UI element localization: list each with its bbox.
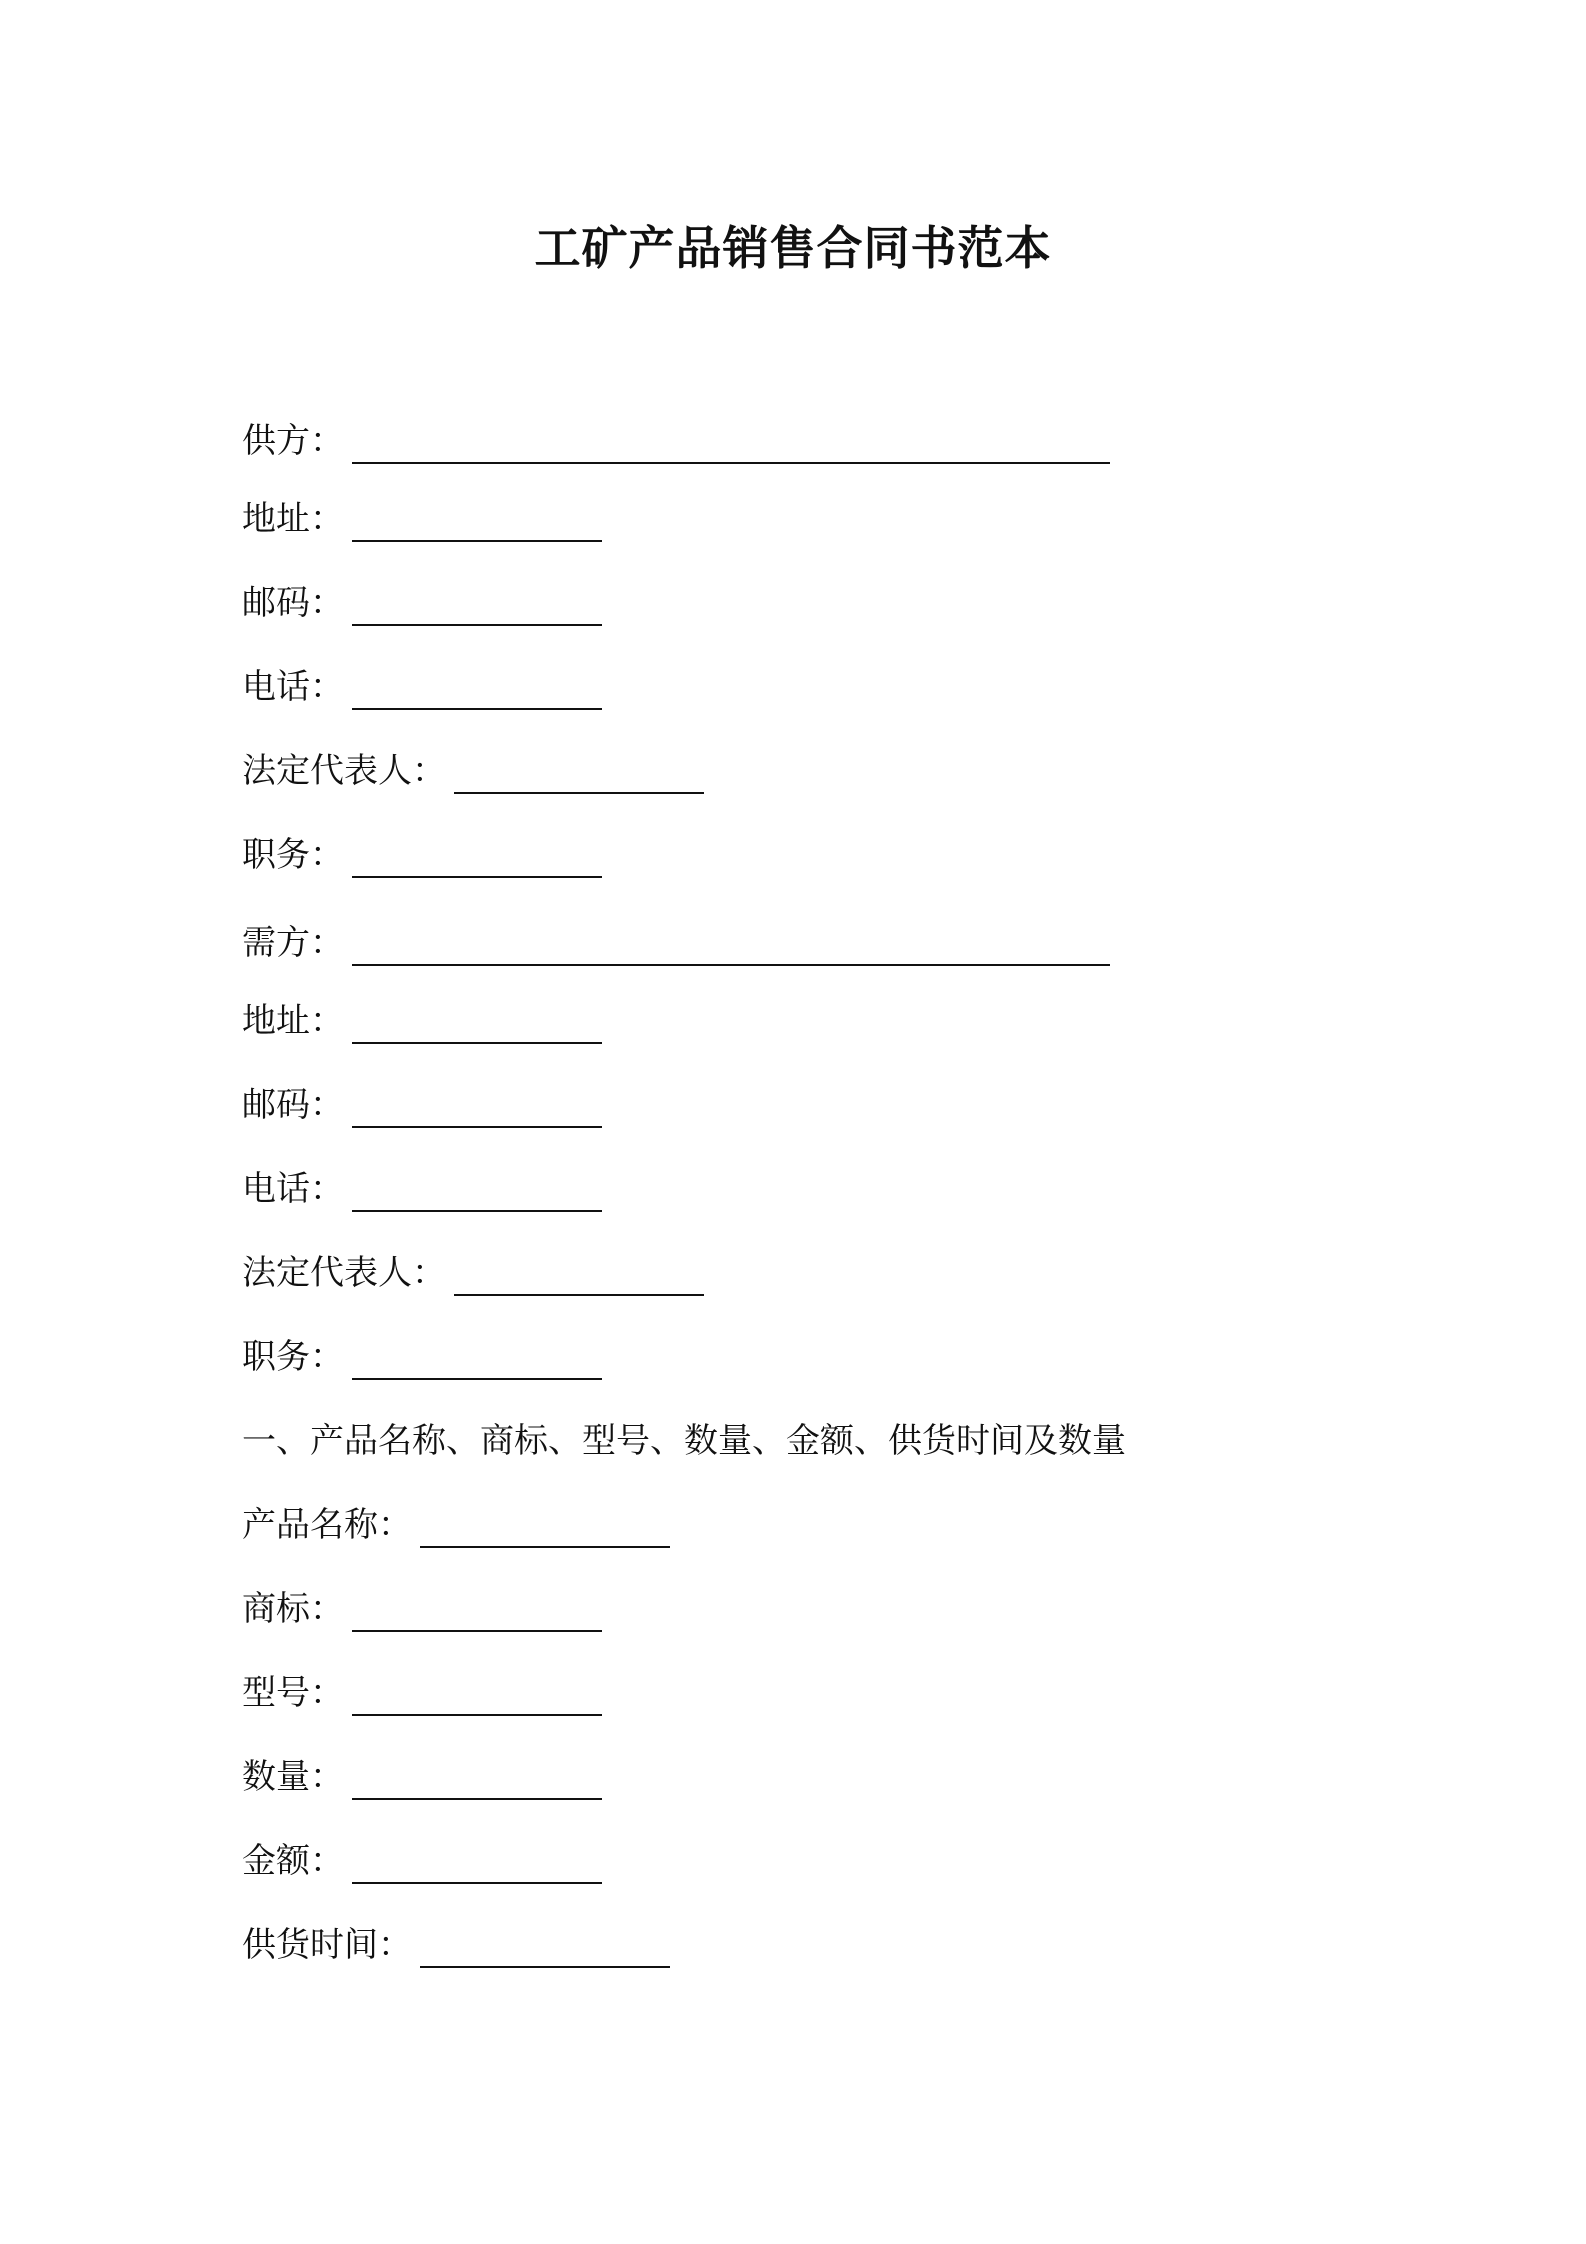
buyer-postcode-label: 邮码：	[242, 1085, 344, 1125]
buyer-legal-rep-blank[interactable]	[454, 1256, 704, 1296]
buyer-phone-label: 电话：	[242, 1169, 344, 1209]
section-1-heading: 一、产品名称、商标、型号、数量、金额、供货时间及数量	[242, 1421, 1126, 1461]
buyer-legal-rep-line	[242, 1250, 704, 1296]
product-name-label: 产品名称：	[242, 1505, 412, 1545]
supply-time-label: 供货时间：	[242, 1925, 412, 1965]
product-name-blank[interactable]	[420, 1508, 670, 1548]
trademark-line	[242, 1586, 602, 1632]
supplier-legal-rep-blank[interactable]	[454, 754, 704, 794]
product-name-line	[242, 1502, 670, 1548]
buyer-phone-line	[242, 1166, 602, 1212]
buyer-party-blank[interactable]	[352, 926, 1110, 966]
supplier-postcode-blank[interactable]	[352, 586, 602, 626]
supplier-phone-label: 电话：	[242, 667, 344, 707]
buyer-postcode-line	[242, 1082, 602, 1128]
supplier-position-line	[242, 832, 602, 878]
trademark-blank[interactable]	[352, 1592, 602, 1632]
supply-time-blank[interactable]	[420, 1928, 670, 1968]
amount-line	[242, 1838, 602, 1884]
trademark-label: 商标：	[242, 1589, 344, 1629]
document-title: 工矿产品销售合同书范本	[534, 221, 1052, 275]
quantity-line	[242, 1754, 602, 1800]
buyer-position-blank[interactable]	[352, 1340, 602, 1380]
supplier-postcode-line	[242, 580, 602, 626]
supplier-address-label: 地址：	[242, 499, 344, 539]
buyer-address-label: 地址：	[242, 1001, 344, 1041]
supplier-phone-blank[interactable]	[352, 670, 602, 710]
buyer-party-line	[242, 920, 1110, 966]
buyer-address-line	[242, 998, 602, 1044]
supplier-postcode-label: 邮码：	[242, 583, 344, 623]
supplier-legal-rep-label: 法定代表人：	[242, 751, 446, 791]
supplier-address-blank[interactable]	[352, 502, 602, 542]
supplier-position-label: 职务：	[242, 835, 344, 875]
supplier-party-blank[interactable]	[352, 424, 1110, 464]
model-line	[242, 1670, 602, 1716]
amount-label: 金额：	[242, 1841, 344, 1881]
buyer-position-line	[242, 1334, 602, 1380]
supplier-party-label: 供方：	[242, 421, 344, 461]
supplier-party-line	[242, 418, 1110, 464]
supply-time-line	[242, 1922, 670, 1968]
supplier-position-blank[interactable]	[352, 838, 602, 878]
supplier-phone-line	[242, 664, 602, 710]
model-blank[interactable]	[352, 1676, 602, 1716]
buyer-position-label: 职务：	[242, 1337, 344, 1377]
buyer-postcode-blank[interactable]	[352, 1088, 602, 1128]
buyer-phone-blank[interactable]	[352, 1172, 602, 1212]
model-label: 型号：	[242, 1673, 344, 1713]
buyer-address-blank[interactable]	[352, 1004, 602, 1044]
buyer-party-label: 需方：	[242, 923, 344, 963]
quantity-label: 数量：	[242, 1757, 344, 1797]
amount-blank[interactable]	[352, 1844, 602, 1884]
supplier-legal-rep-line	[242, 748, 704, 794]
quantity-blank[interactable]	[352, 1760, 602, 1800]
buyer-legal-rep-label: 法定代表人：	[242, 1253, 446, 1293]
supplier-address-line	[242, 496, 602, 542]
